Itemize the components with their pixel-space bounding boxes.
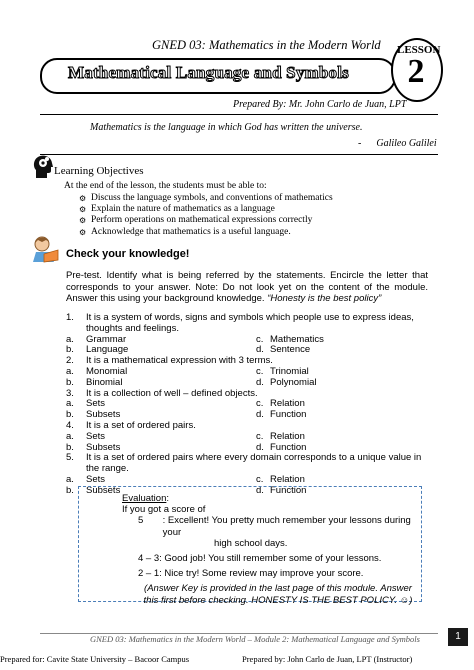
check-knowledge-title: Check your knowledge! — [66, 248, 190, 260]
head-gears-icon — [32, 152, 54, 180]
bullet-icon: ⚙ — [79, 216, 87, 226]
lesson-title: Mathematical Language and Symbols — [68, 63, 349, 82]
student-reading-icon — [30, 234, 60, 264]
objectives-list — [79, 193, 333, 238]
question-item: 3. It is a collection of well – defined objects. a. Sets c. Relation b. Subsets d. Function — [66, 387, 307, 421]
list-item: ⚙ Acknowledge that mathematics is a useful language. — [79, 226, 291, 237]
prepared-by: Prepared By: Mr. John Carlo de Juan, LPT — [233, 99, 407, 110]
evaluation-title: Evaluation: — [122, 493, 170, 504]
evaluation-intro: If you got a score of — [122, 504, 206, 516]
objectives-intro: At the end of the lesson, the students must be able to: — [64, 181, 267, 191]
objectives-title: Learning Objectives — [54, 165, 144, 177]
question-item: 2. It is a mathematical expression with 3 terms. a. Monomial c. Trinomial b. Binomial d. Polynomial — [66, 355, 317, 388]
footer-prepared-for: Prepared for: Cavite State University – Bacoor Campus — [0, 654, 190, 664]
footer-prepared-by: Prepared by: John Carlo de Juan, LPT (Instructor) — [242, 654, 413, 664]
question-item: 4. It is a set of ordered pairs. a. Sets c. Relation b. Subsets d. Function — [66, 419, 307, 453]
lesson-number: 2 — [407, 53, 425, 90]
divider — [40, 154, 438, 155]
lesson-label: LESSON — [397, 44, 441, 56]
evaluation-content: Evaluation: If you got a score of 5 : Excellent! You pretty much remember your lessons during your high school days. 4 – 3: Good job! You still remember some of your lessons. 2 – 1: Nice try! Some review may improve your score. (Answer Key is provided in the last page of this module. Answer this first before checking. HONESTY IS THE BEST POLICY. ☺) — [122, 493, 418, 606]
answer-key-note: (Answer Key is provided in the last page of this module. Answer this first before checking. HONESTY IS THE BEST POLICY. ☺) — [143, 583, 413, 606]
divider — [40, 114, 438, 115]
evaluation-score-5: 5 : Excellent! You pretty much remember your lessons during your — [138, 515, 411, 538]
list-item: ⚙ Discuss the language symbols, and conventions of mathematics — [79, 193, 333, 203]
bullet-icon: ⚙ — [79, 205, 87, 215]
question-item: 5. It is a set of ordered pairs where every domain corresponds to a unique value in the range. a. Sets c. Relation b. Subsets d. Function — [66, 452, 422, 496]
quote-text: Mathematics is the language in which God has written the universe. — [90, 122, 363, 133]
pretest-instructions: Pre-test. Identify what is being referred by the statements. Encircle the letter that corresponds to your answer. Note: Do not look yet on the content of the module. Answer this using your background knowledge. “Honesty is the best policy” — [66, 270, 428, 305]
list-item: ⚙ Perform operations on mathematical expressions correctly — [79, 215, 313, 226]
bullet-icon: ⚙ — [79, 194, 87, 203]
evaluation-score-2-1: 2 – 1: Nice try! Some review may improve your score. — [138, 568, 364, 580]
bullet-icon: ⚙ — [79, 227, 87, 237]
page-number: 1 — [448, 628, 468, 646]
question-item: 1. It is a system of words, signs and symbols which people use to express ideas, thoughts and feelings. a. Grammar c. Mathematics b. Language d. Sentence — [66, 312, 414, 356]
evaluation-score-4-3: 4 – 3: Good job! You still remember some of your lessons. — [138, 553, 382, 565]
footer-title: GNED 03: Mathematics in the Modern World – Module 2: Mathematical Language and Symbols — [90, 634, 420, 644]
course-title: GNED 03: Mathematics in the Modern World — [152, 38, 381, 52]
question-list — [66, 313, 436, 497]
quote-author: - Galileo Galilei — [358, 138, 437, 149]
list-item: ⚙ Explain the nature of mathematics as a language — [79, 204, 275, 215]
